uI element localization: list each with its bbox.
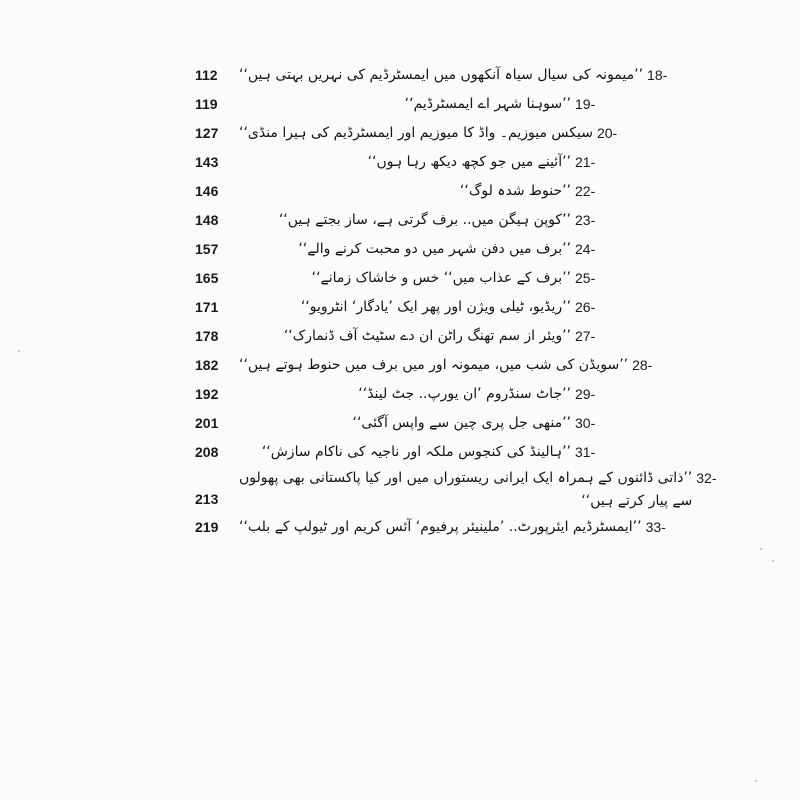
toc-entry-21 (195, 147, 605, 176)
chapter-number: 26- (575, 298, 596, 315)
toc-entry-20 (195, 118, 618, 147)
page-number: 182 (195, 356, 219, 373)
chapter-title: ’’سویڈن کی شب میں، میمونہ اور میں برف میں حنوط ہوتے ہیں‘‘ (239, 356, 629, 373)
toc-entry-25 (195, 263, 605, 292)
chapter-title: ’’آئینے میں جو کچھ دیکھ رہا ہوں‘‘ (367, 153, 571, 170)
chapter-number: 25- (575, 269, 596, 286)
paper-speck (760, 548, 762, 550)
toc-entry-29 (195, 379, 605, 408)
toc-entry-23 (195, 205, 605, 234)
chapter-number: 21- (575, 153, 596, 170)
chapter-title: ’’میمونہ کی سیال سیاہ آنکھوں میں ایمسٹرڈیم کی نہریں بہتی ہیں‘‘ (239, 66, 644, 83)
page-number: 208 (195, 443, 219, 460)
page-number: 165 (195, 269, 219, 286)
chapter-number: 27- (575, 327, 596, 344)
chapter-title: ’’کوپن ہیگن میں.. برف گرتی ہے، ساز بجتے ہیں‘‘ (278, 211, 571, 228)
chapter-title: ’’برف کے عذاب میں‘‘ خس و خاشاک زمانے‘‘ (311, 269, 571, 286)
chapter-number: 31- (575, 443, 596, 460)
chapter-number: 29- (575, 385, 596, 402)
chapter-title: ’’ایمسٹرڈیم ایئرپورٹ.. ’ملینیئر پرفیوم‘ آئس کریم اور ٹیولپ کے بلب‘‘ (239, 518, 642, 535)
chapter-title-continued: سے پیار کرتے ہیں‘‘ (581, 492, 693, 509)
paper-speck (772, 560, 774, 562)
chapter-title: ’’جاٹ سنڈروم ’ان یورپ.. جٹ لینڈ‘‘ (358, 385, 571, 402)
table-of-contents (195, 60, 717, 541)
page-number: 148 (195, 211, 219, 228)
page-number: 119 (195, 95, 218, 112)
chapter-title: ’’سوہنا شہر اے ایمسٹرڈیم‘‘ (404, 95, 571, 112)
page-number: 213 (195, 491, 219, 507)
chapter-number: 33- (645, 518, 666, 535)
page-number: 171 (195, 298, 219, 315)
chapter-title: ’’برف میں دفن شہر میں دو محبت کرنے والے‘‘ (298, 240, 571, 257)
chapter-title: سیکس میوزیم۔ واڈ کا میوزیم اور ایمسٹرڈیم کی ہیرا منڈی‘‘ (239, 124, 593, 141)
toc-entry-22 (195, 176, 605, 205)
chapter-number: 20- (596, 124, 618, 141)
toc-entry-26 (195, 292, 605, 321)
toc-entry-30 (195, 408, 605, 437)
chapter-title: ’’ریڈیو، ٹیلی ویژن اور پھر ایک ’یادگار‘ انٹرویو‘‘ (300, 298, 571, 315)
paper-speck (18, 350, 20, 352)
chapter-title: ’’منھی جل پری چین سے واپس آگئی‘‘ (352, 414, 571, 431)
chapter-number: 23- (575, 211, 596, 228)
chapter-number: 24- (575, 240, 596, 257)
toc-entry-27 (195, 321, 605, 350)
page-number: 157 (195, 240, 219, 257)
page-number: 201 (195, 414, 219, 431)
toc-entry-31 (195, 437, 605, 466)
toc-entry-19 (195, 89, 605, 118)
toc-entry-24 (195, 234, 605, 263)
chapter-number: 22- (575, 182, 596, 199)
chapter-number: 30- (575, 414, 596, 431)
chapter-number: 28- (632, 356, 653, 373)
page-number: 112 (195, 66, 218, 83)
toc-entry-33 (195, 512, 666, 541)
page-number: 192 (195, 385, 219, 402)
chapter-title: ’’ویئر از سم تھنگ راٹن ان دے سٹیٹ آف ڈنمارک‘‘ (283, 327, 571, 344)
chapter-title: ’’حنوط شدہ لوگ‘‘ (459, 182, 571, 199)
chapter-number: 32- (696, 469, 717, 486)
chapter-number: 18- (647, 66, 668, 83)
page-number: 219 (195, 518, 219, 535)
page-number: 127 (195, 124, 219, 141)
chapter-title: ’’ذاتی ڈائنوں کے ہمراہ ایک ایرانی ریستوراں میں اور کیا پاکستانی بھی پھولوں (239, 469, 693, 486)
paper-speck (755, 780, 757, 782)
page-number: 143 (195, 153, 219, 170)
chapter-title: ’’ہالینڈ کی کنجوس ملکہ اور ناجیہ کی ناکام سازش‘‘ (261, 443, 571, 460)
page-number: 178 (195, 327, 219, 344)
toc-entry-18 (195, 60, 668, 89)
toc-entry-28 (195, 350, 653, 379)
toc-entry-32 (195, 466, 717, 512)
page-number: 146 (195, 182, 219, 199)
chapter-number: 19- (575, 95, 596, 112)
